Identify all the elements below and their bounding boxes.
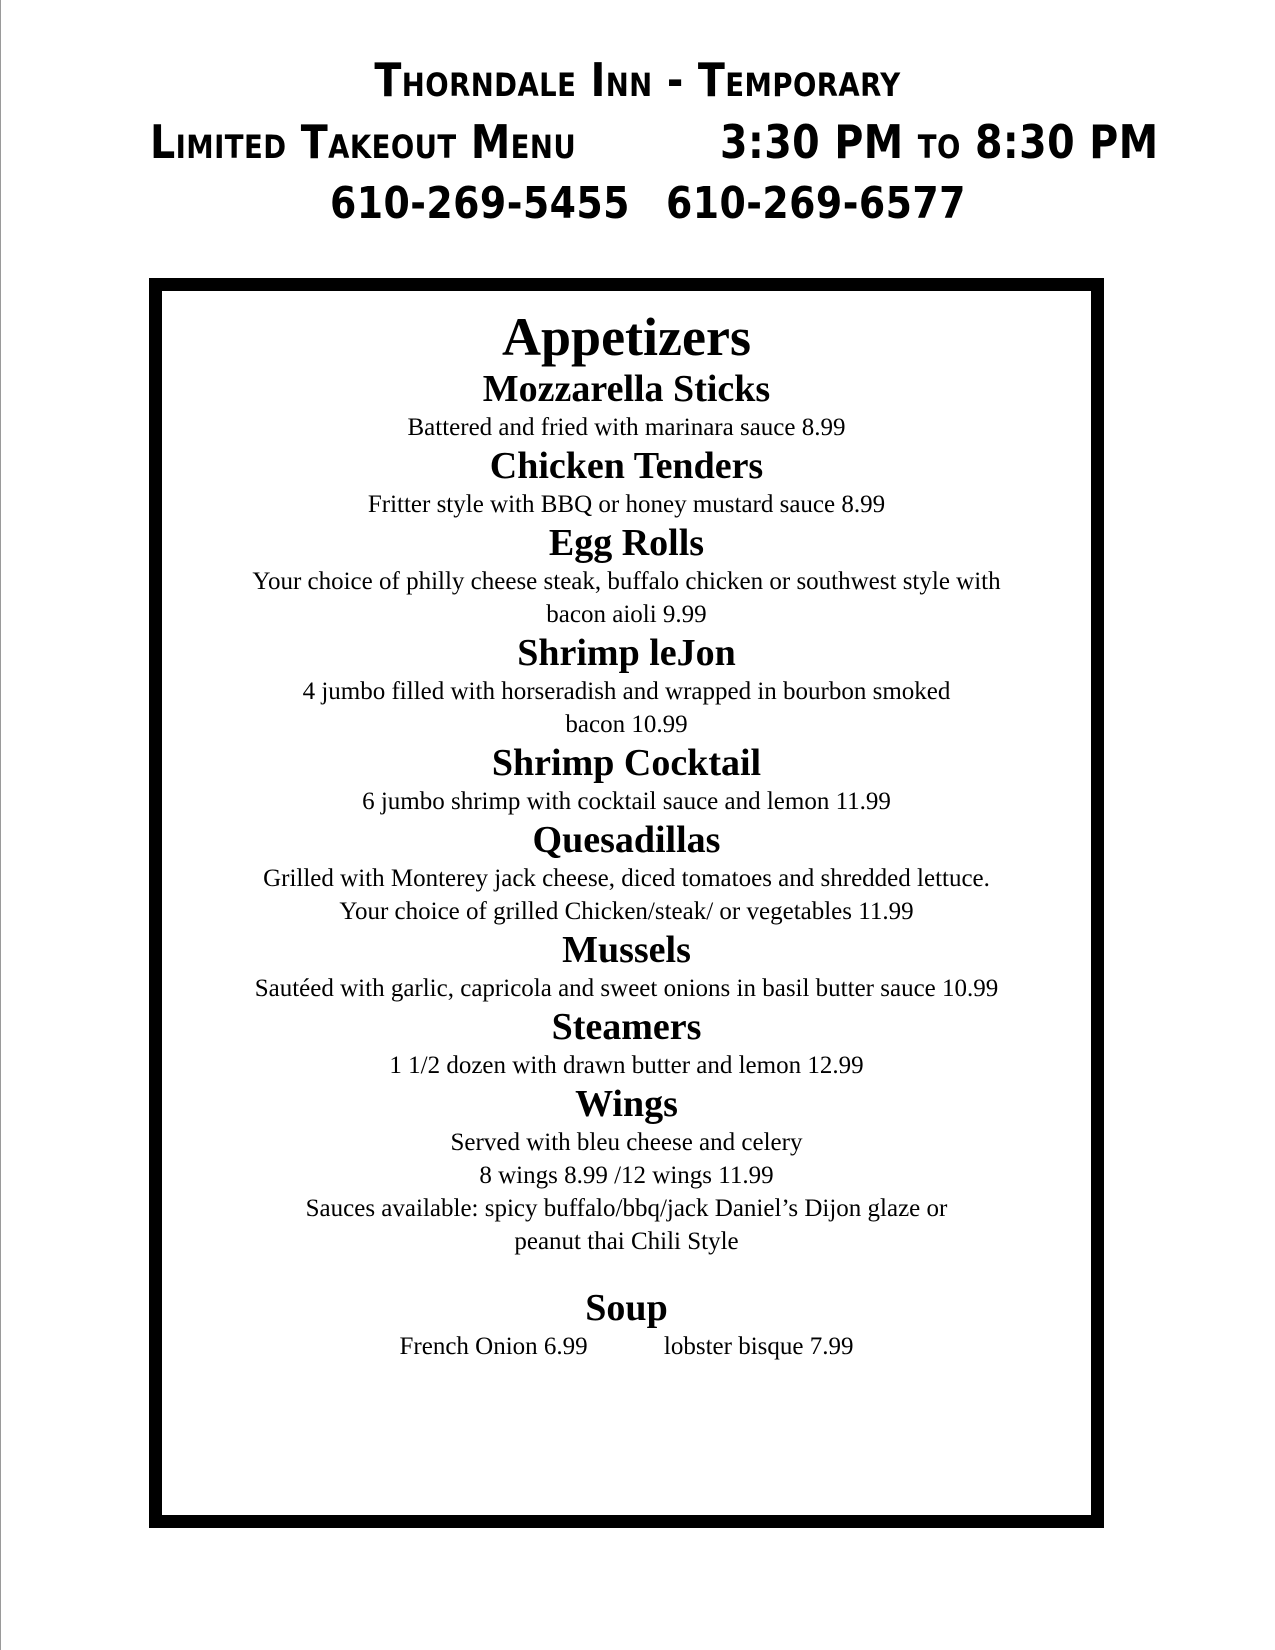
- section-title-soup: Soup: [585, 1287, 668, 1329]
- item-description: Battered and fried with marinara sauce 8.99: [407, 414, 846, 441]
- item-description: Your choice of grilled Chicken/steak/ or vegetables 11.99: [339, 898, 914, 925]
- menu-item: [162, 1082, 1091, 1258]
- soup-options: [162, 1330, 1091, 1364]
- item-description: 6 jumbo shrimp with cocktail sauce and lemon 11.99: [362, 788, 891, 815]
- item-name: Quesadillas: [532, 819, 721, 861]
- item-description: bacon aioli 9.99: [546, 601, 707, 628]
- item-description: Your choice of philly cheese steak, buffalo chicken or southwest style with: [252, 568, 1001, 595]
- item-name: Wings: [575, 1083, 678, 1125]
- item-description: bacon 10.99: [565, 711, 688, 738]
- item-name: Chicken Tenders: [489, 445, 764, 487]
- item-description: peanut thai Chili Style: [514, 1228, 739, 1255]
- item-name: Mozzarella Sticks: [482, 368, 771, 410]
- item-name: Shrimp Cocktail: [491, 742, 762, 784]
- menu-item: [162, 818, 1091, 928]
- item-description: Served with bleu cheese and celery: [450, 1129, 803, 1156]
- menu-item: [162, 631, 1091, 741]
- section-title-appetizers: Appetizers: [502, 307, 751, 367]
- soup-option-french-onion: French Onion 6.99: [399, 1333, 588, 1360]
- page-edge-line: [0, 0, 1, 1650]
- item-name: Steamers: [551, 1006, 702, 1048]
- menu-item: [162, 1005, 1091, 1082]
- menu-item: [162, 928, 1091, 1005]
- item-name: Egg Rolls: [548, 522, 705, 564]
- item-description: 8 wings 8.99 /12 wings 11.99: [479, 1162, 774, 1189]
- phone-number-1: 610-269-5455: [330, 178, 630, 229]
- menu-name: Limited Takeout Menu: [150, 115, 577, 169]
- soup-option-lobster-bisque: lobster bisque 7.99: [663, 1333, 854, 1360]
- menu-frame: [149, 278, 1104, 1528]
- menu-item: [162, 741, 1091, 818]
- item-description: Fritter style with BBQ or honey mustard sauce 8.99: [367, 491, 886, 518]
- soup-section: [162, 1286, 1091, 1364]
- menu-item: [162, 367, 1091, 444]
- item-description: Sauces available: spicy buffalo/bbq/jack Daniel’s Dijon glaze or: [305, 1195, 948, 1222]
- menu-item: [162, 444, 1091, 521]
- item-description: Sautéed with garlic, capricola and sweet onions in basil butter sauce 10.99: [254, 975, 999, 1002]
- menu-item: [162, 521, 1091, 631]
- item-description: 4 jumbo filled with horseradish and wrapped in bourbon smoked: [302, 678, 951, 705]
- restaurant-title: Thorndale Inn - Temporary: [374, 53, 901, 107]
- item-description: Grilled with Monterey jack cheese, diced tomatoes and shredded lettuce.: [263, 865, 990, 892]
- item-name: Mussels: [562, 929, 691, 971]
- item-name: Shrimp leJon: [517, 632, 736, 674]
- menu-content: [162, 307, 1091, 1364]
- item-description: 1 1/2 dozen with drawn butter and lemon 12.99: [389, 1052, 864, 1079]
- service-hours: 3:30 PM to 8:30 PM: [720, 115, 1159, 169]
- phone-number-2: 610-269-6577: [666, 178, 966, 229]
